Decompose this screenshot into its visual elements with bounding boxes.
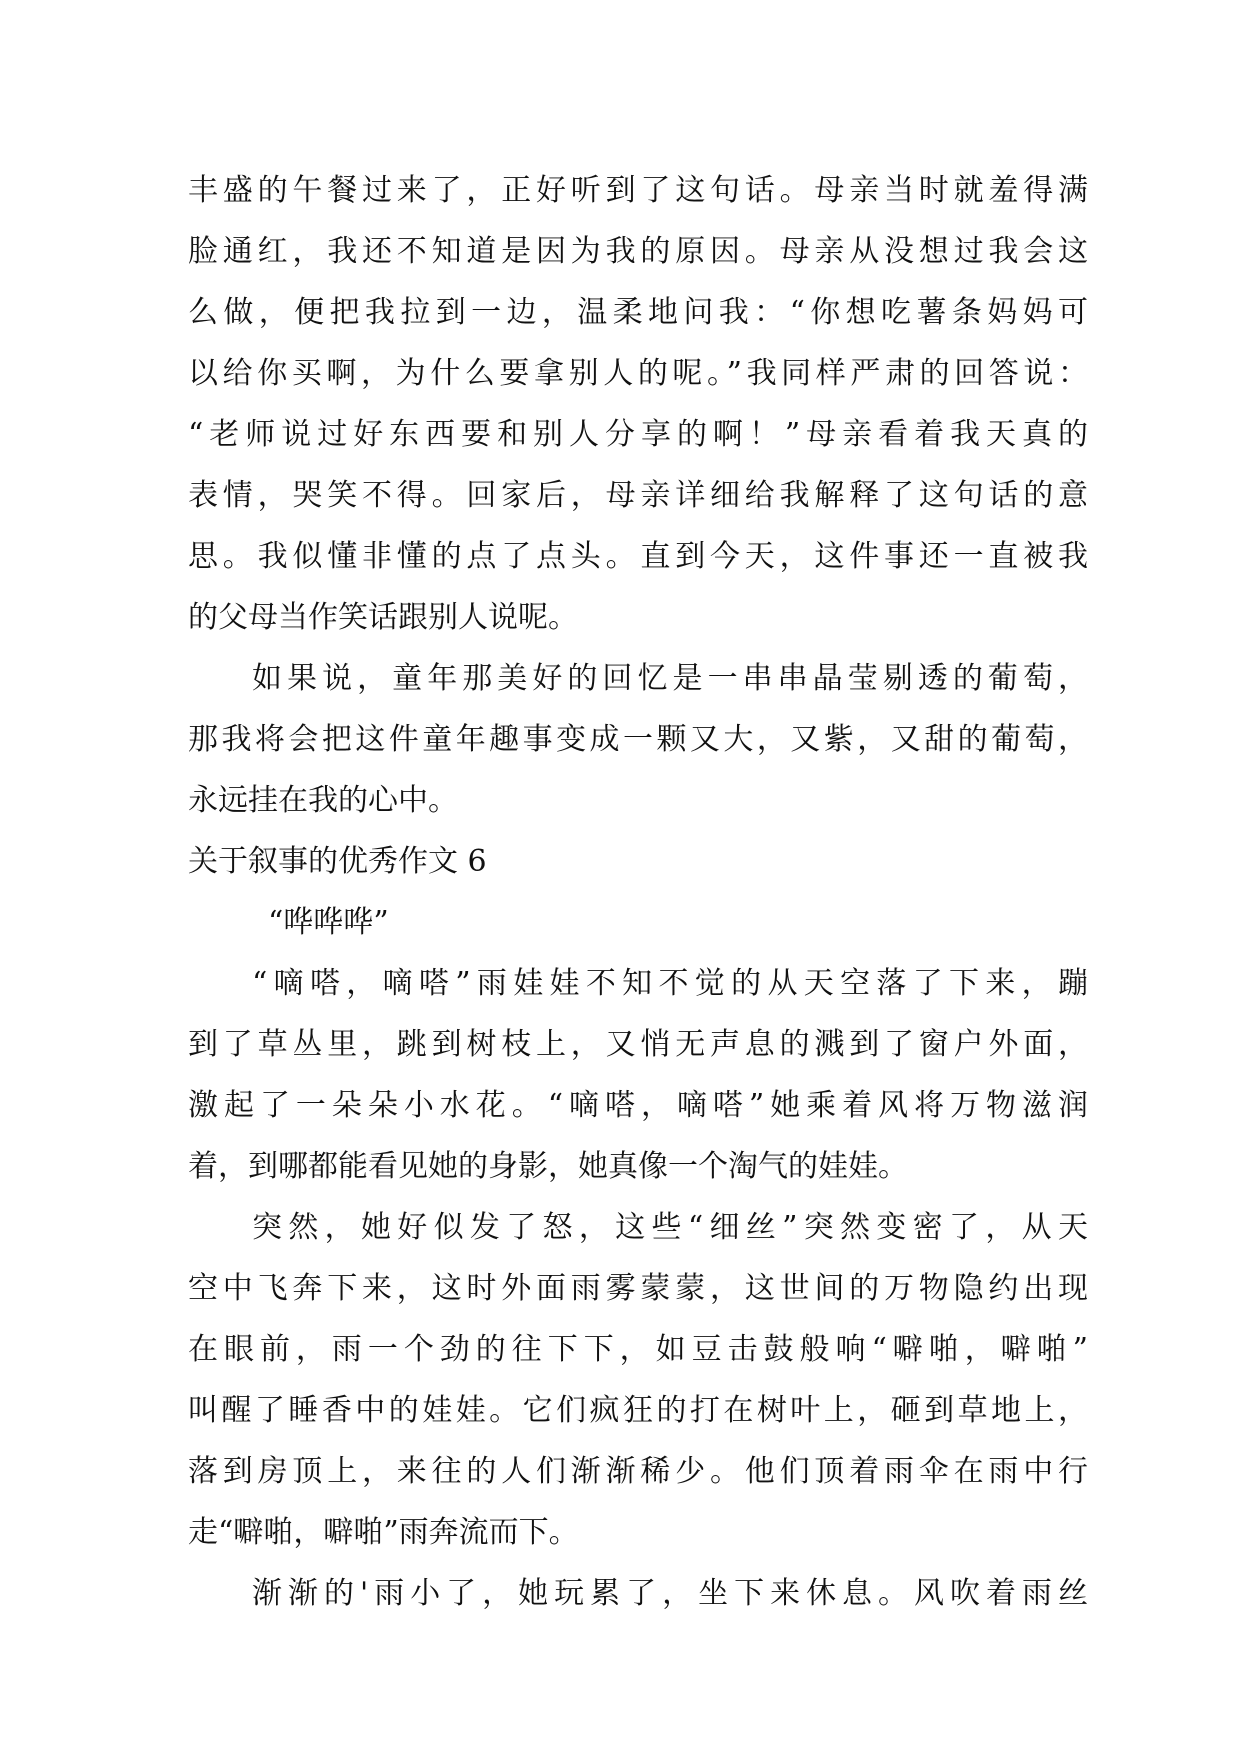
text-line: 着，到哪都能看见她的身影，她真像一个淘气的娃娃。 <box>188 1149 908 1184</box>
text-line: 激起了一朵朵小水花。“嘀嗒，嘀嗒”她乘着风将万物滋润 <box>188 1088 1088 1123</box>
text-line: 突然，她好似发了怒，这些“细丝”突然变密了，从天 <box>252 1210 1088 1245</box>
text-line: 在眼前，雨一个劲的往下下，如豆击鼓般响“噼啪，噼啪” <box>188 1332 1088 1367</box>
text-line: 丰盛的午餐过来了，正好听到了这句话。母亲当时就羞得满 <box>188 173 1088 208</box>
text-line: 思。我似懂非懂的点了点头。直到今天，这件事还一直被我 <box>188 539 1088 574</box>
text-line: 脸通红，我还不知道是因为我的原因。母亲从没想过我会这 <box>188 234 1088 269</box>
essay-text <box>188 160 1088 1624</box>
text-line: 如果说，童年那美好的回忆是一串串晶莹剔透的葡萄， <box>252 661 1088 696</box>
text-line: “嘀嗒，嘀嗒”雨娃娃不知不觉的从天空落了下来，蹦 <box>252 966 1088 1001</box>
text-line: 落到房顶上，来往的人们渐渐稀少。他们顶着雨伞在雨中行 <box>188 1454 1088 1489</box>
text-line: 永远挂在我的心中。 <box>188 783 458 818</box>
text-line: 叫醒了睡香中的娃娃。它们疯狂的打在树叶上，砸到草地上， <box>188 1393 1088 1428</box>
text-line: “老师说过好东西要和别人分享的啊！”母亲看着我天真的 <box>188 417 1088 452</box>
text-line: 渐渐的'雨小了，她玩累了，坐下来休息。风吹着雨丝 <box>252 1576 1088 1611</box>
text-line: 以给你买啊，为什么要拿别人的呢。”我同样严肃的回答说： <box>188 356 1088 391</box>
section-heading: 关于叙事的优秀作文 6 <box>188 844 487 879</box>
text-line: 走“噼啪，噼啪”雨奔流而下。 <box>188 1515 579 1550</box>
text-line: 那我将会把这件童年趣事变成一颗又大，又紫，又甜的葡萄， <box>188 722 1088 757</box>
text-line: 到了草丛里，跳到树枝上，又悄无声息的溅到了窗户外面， <box>188 1027 1088 1062</box>
text-line: 么做，便把我拉到一边，温柔地问我：“你想吃薯条妈妈可 <box>188 295 1088 330</box>
text-line: “哗哗哗” <box>268 905 389 940</box>
text-line: 空中飞奔下来，这时外面雨雾蒙蒙，这世间的万物隐约出现 <box>188 1271 1088 1306</box>
text-line: 表情，哭笑不得。回家后，母亲详细给我解释了这句话的意 <box>188 478 1088 513</box>
text-line: 的父母当作笑话跟别人说呢。 <box>188 600 578 635</box>
